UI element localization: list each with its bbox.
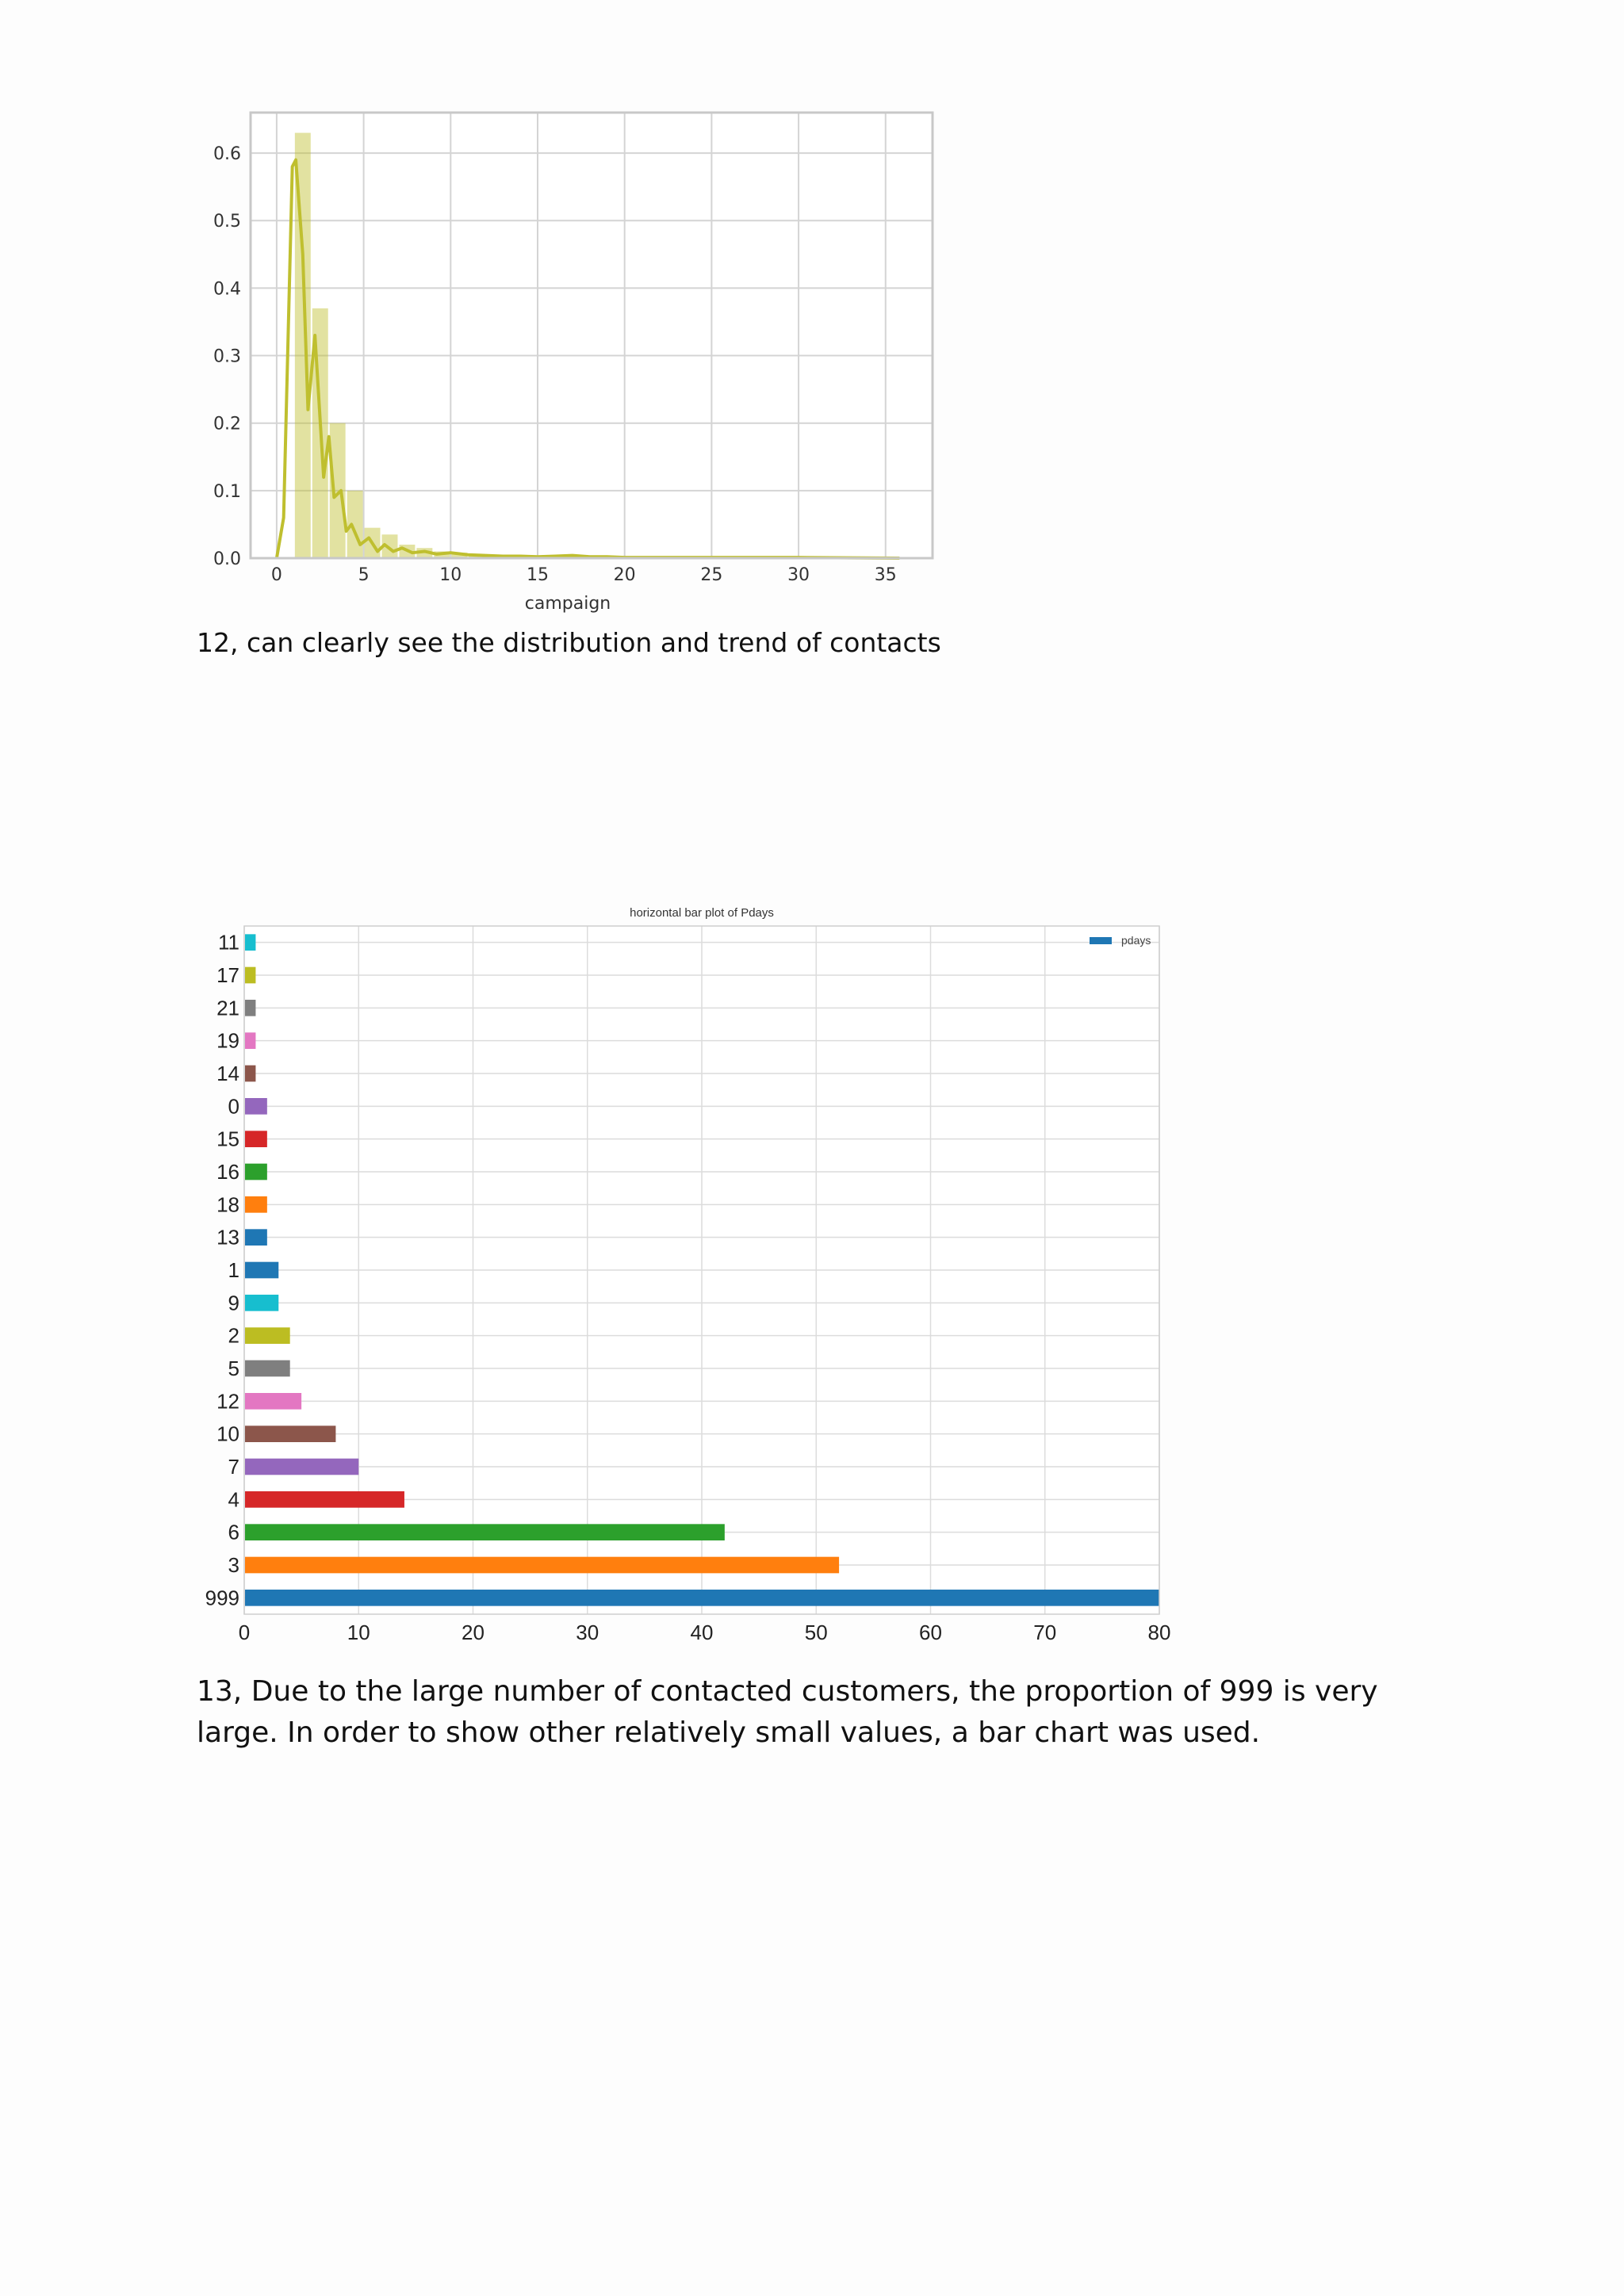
y-tick-label: 11 [218,930,239,955]
y-tick-label: 15 [216,1127,239,1151]
bar-13 [245,1229,267,1246]
y-tick-label: 2 [228,1323,239,1348]
chart-title: horizontal bar plot of Pdays [630,906,774,920]
bar-10 [245,1425,335,1442]
x-tick-label: 70 [1033,1621,1057,1644]
y-tick-label: 5 [228,1357,239,1380]
y-tick-label: 9 [228,1291,239,1315]
y-tick-label: 17 [216,963,239,987]
bar-7 [245,1459,358,1475]
x-tick-label: 30 [576,1621,599,1644]
legend-swatch-pdays [1090,937,1112,944]
y-tick-label: 999 [205,1586,239,1610]
y-tick-label: 12 [216,1389,239,1414]
x-tick-label: 30 [787,565,810,585]
pdays-bar-chart [187,896,1186,1665]
y-tick-label: 18 [216,1192,239,1217]
bar-2 [245,1327,290,1344]
x-tick-label: 15 [526,565,549,585]
x-tick-label: 0 [270,565,282,585]
y-tick-label: 10 [216,1422,239,1446]
bar-0 [245,1098,267,1115]
y-tick-label: 0.5 [213,212,241,232]
y-tick-label: 0.6 [213,144,241,165]
x-tick-label: 20 [462,1621,485,1644]
x-tick-label: 50 [804,1621,828,1644]
bar-6 [245,1524,725,1540]
y-tick-label: 6 [228,1520,239,1544]
bar-12 [245,1393,301,1410]
campaign-distribution-chart [187,95,948,618]
bar-5 [245,1360,290,1377]
bar-19 [245,1032,255,1049]
x-tick-label: 5 [358,565,370,585]
histogram-bar [347,491,363,558]
y-tick-label: 7 [228,1455,239,1479]
y-tick-label: 1 [228,1258,239,1282]
x-tick-label: 0 [238,1621,251,1644]
bar-4 [245,1491,404,1508]
legend-label-pdays: pdays [1121,934,1151,947]
bar-999 [245,1590,1159,1606]
y-tick-label: 0.2 [213,414,241,434]
y-tick-label: 0.0 [213,549,241,569]
y-tick-label: 0.4 [213,279,241,300]
x-tick-label: 10 [439,565,462,585]
bar-3 [245,1557,839,1574]
bar-17 [245,967,255,984]
x-tick-label: 40 [690,1621,714,1644]
x-tick-label: 20 [613,565,636,585]
y-tick-label: 4 [228,1487,239,1512]
bar-18 [245,1196,267,1213]
bar-9 [245,1295,278,1311]
y-tick-label: 0.1 [213,481,241,502]
y-tick-label: 3 [228,1553,239,1577]
x-tick-label: 10 [347,1621,370,1644]
y-tick-label: 14 [216,1062,239,1085]
y-tick-label: 16 [216,1160,239,1184]
bar-16 [245,1164,267,1181]
bar-11 [245,934,255,951]
x-tick-label: 35 [874,565,897,585]
x-tick-label: 25 [700,565,723,585]
x-axis-label: campaign [524,594,611,614]
y-tick-label: 0.3 [213,346,241,367]
y-tick-label: 13 [216,1225,239,1249]
bar-21 [245,1000,255,1016]
y-tick-label: 21 [216,996,239,1020]
bar-14 [245,1066,255,1082]
bar-15 [245,1131,267,1147]
bar-1 [245,1262,278,1279]
x-tick-label: 80 [1147,1621,1171,1644]
y-tick-label: 19 [216,1028,239,1053]
caption-pdays: 13, Due to the large number of contacted customers, the proportion of 999 is very large. In order to show other relatively small values, a bar chart was used. [197,1675,1378,1749]
x-tick-label: 60 [919,1621,942,1644]
caption-campaign: 12, can clearly see the distribution and trend of contacts [197,627,941,658]
y-tick-label: 0 [228,1094,239,1119]
